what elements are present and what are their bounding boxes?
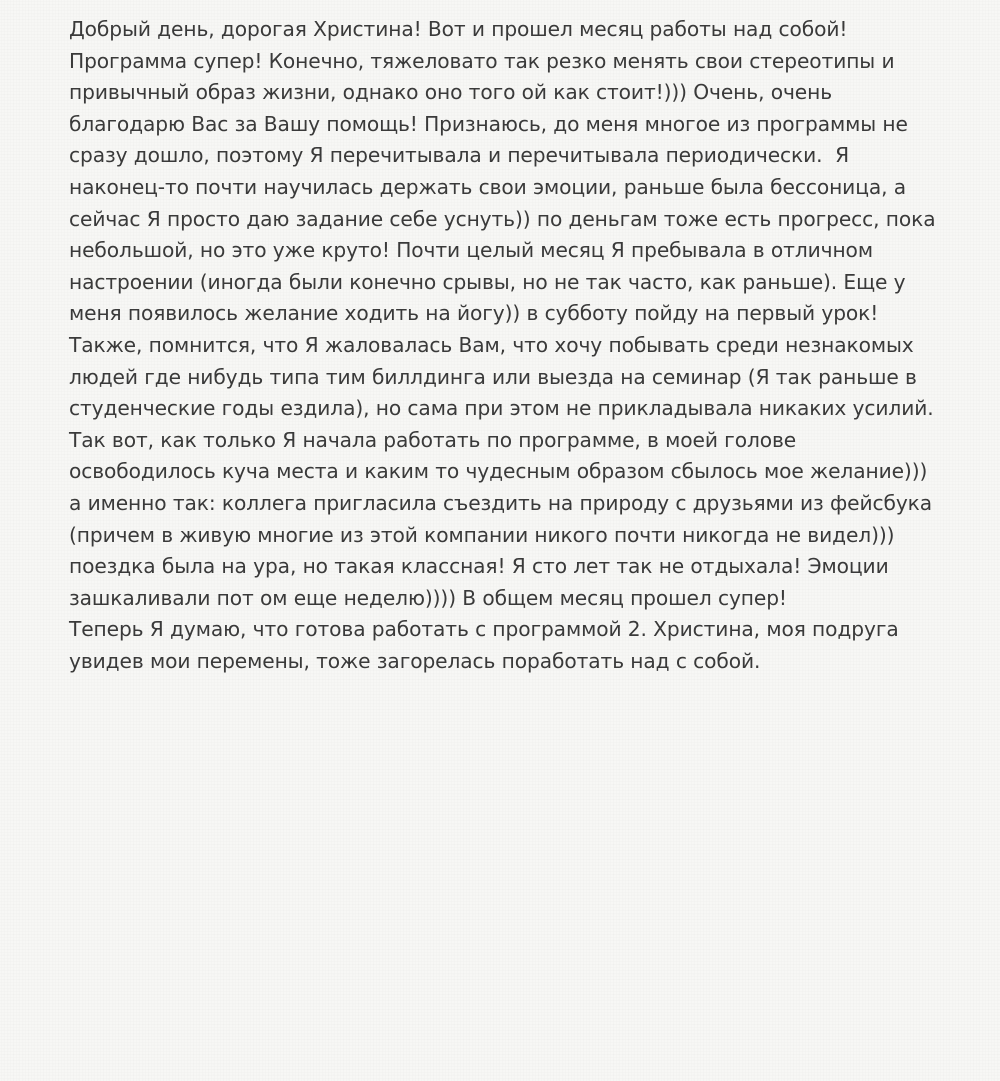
note-line: поездка была на ура, но такая классная! Я сто лет так не отдыхала! Эмоции — [69, 554, 889, 579]
note-line: небольшой, но это уже круто! Почти целый месяц Я пребывала в отличном — [69, 238, 873, 263]
note-line: Добрый день, дорогая Христина! Вот и прошел месяц работы над собой! — [69, 17, 848, 41]
note-line: людей где нибудь типа тим биллдинга или выезда на семинар (Я так раньше в — [69, 364, 917, 389]
note-line: сразу дошло, поэтому Я перечитывала и перечитывала периодически. Я — [69, 143, 850, 168]
note-line: зашкаливали пот ом еще неделю)))) В общем месяц прошел супер! — [69, 585, 787, 610]
note-line: освободилось куча места и каким то чудесным образом сбылось мое желание))) — [69, 459, 928, 484]
note-line: (причем в живую многие из этой компании никого почти никогда не видел))) — [69, 522, 895, 547]
note-line: увидев мои перемены, тоже загорелась поработать над с собой. — [69, 648, 761, 673]
note-line: привычный образ жизни, однако оно того ой как стоит!))) Очень, очень — [69, 80, 832, 105]
note-line: Теперь Я думаю, что готова работать с программой 2. Христина, моя подруга — [69, 617, 899, 642]
note-line: настроении (иногда были конечно срывы, но не так часто, как раньше). Еще у — [69, 269, 906, 294]
note-line: меня появилось желание ходить на йогу)) в субботу пойду на первый урок! — [69, 301, 879, 326]
note-line: а именно так: коллега пригласила съездить на природу с друзьями из фейсбука — [69, 490, 933, 515]
note-line: Также, помнится, что Я жаловалась Вам, что хочу побывать среди незнакомых — [69, 332, 914, 357]
note-text — [69, 14, 960, 677]
note-line: Программа супер! Конечно, тяжеловато так резко менять свои стереотипы и — [69, 48, 895, 73]
note-line: наконец-то почти научилась держать свои эмоции, раньше была бессоница, а — [69, 174, 907, 199]
note-line: студенческие годы ездила), но сама при этом не прикладывала никаких усилий. — [69, 396, 934, 421]
note-line: Так вот, как только Я начала работать по программе, в моей голове — [69, 427, 797, 452]
note-line: благодарю Вас за Вашу помощь! Признаюсь, до меня многое из программы не — [69, 111, 908, 136]
note-line: сейчас Я просто даю задание себе уснуть)) по деньгам тоже есть прогресс, пока — [69, 206, 936, 231]
